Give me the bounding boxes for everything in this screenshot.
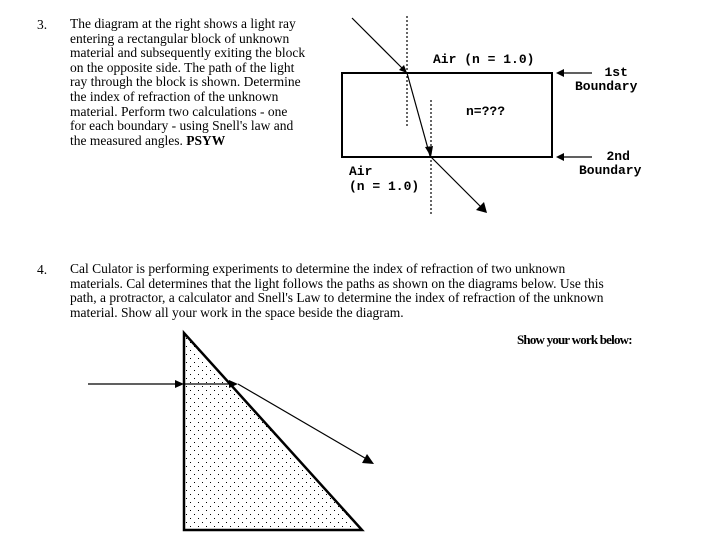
air-top-label: Air (n = 1.0) [433,52,535,67]
emergent-ray [431,157,485,211]
air-bottom-label [349,164,419,194]
q3-number: 3. [37,17,48,32]
q3-line: on the opposite side. The path of the light [70,59,295,75]
psyw-label: PSYW [186,132,226,148]
boundary2-label [579,150,641,178]
q3-line: entering a rectangular block of unknown [70,30,290,46]
q4-text [70,262,710,320]
boundary1-arrowhead [556,69,564,77]
show-work-label: Show your work below: [517,332,632,347]
q3-line: The diagram at the right shows a light ray [70,16,296,31]
boundary1-label [575,66,637,94]
air-bottom-line2: (n = 1.0) [349,179,420,194]
q3-line: material. Perform two calculations - one [70,103,288,119]
q4-number: 4. [37,262,48,277]
boundary2-line2: Boundary [579,163,642,178]
q3-line: for each boundary - using Snell's law and [70,118,294,134]
boundary1-line1: 1st [604,65,628,80]
incident-ray [352,18,406,72]
air-bottom-line1: Air [349,164,373,179]
block-index-label: n=??? [466,104,506,119]
q4-line: material. Show all your work in the space beside the diagram. [70,304,404,320]
q4-line: materials. Cal determines that the light follows the paths as shown on the diagrams below. Use this [70,275,604,291]
q3-line: material and subsequently exiting the block [70,45,306,61]
unknown-material-block [342,73,552,157]
boundary1-line2: Boundary [575,79,638,94]
boundary2-arrowhead [556,153,564,161]
boundary2-line1: 2nd [606,149,630,164]
q4-refracted-arrowhead [362,454,374,464]
q4-line: Cal Culator is performing experiments to determine the index of refraction of two unknown [70,261,566,276]
q3-line: the index of refraction of the unknown [70,88,279,104]
q4-line: path, a protractor, a calculator and Snell's Law to determine the index of refraction of the unknown [70,290,604,306]
prism-triangle [184,333,362,530]
q4-incident-arrowhead [175,380,184,388]
q3-line: ray through the block is shown. Determine [70,74,301,90]
q3-line: the measured angles. [70,132,183,148]
